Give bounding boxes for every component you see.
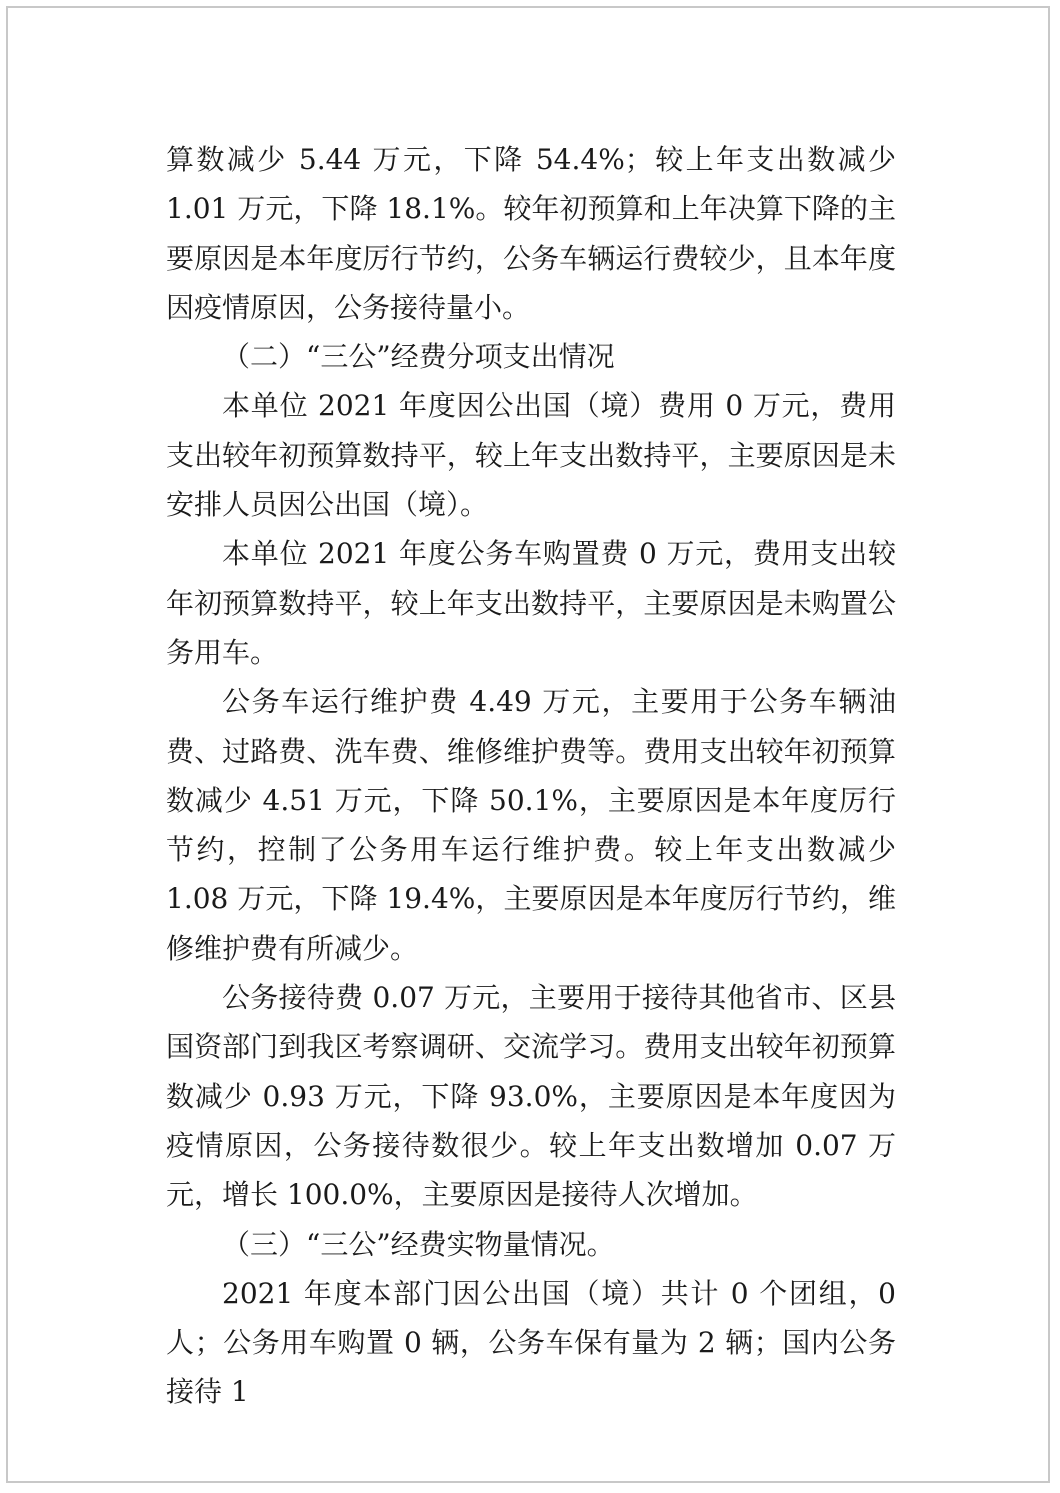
paragraph-physical-quantity: 2021 年度本部门因公出国（境）共计 0 个团组，0 人；公务用车购置 0 辆，公务车保有量为 2 辆；国内公务接待 1 <box>166 1276 896 1409</box>
section-heading-2: （二）“三公”经费分项支出情况 <box>222 340 615 374</box>
paragraph-vehicle-purchase: 本单位 2021 年度公务车购置费 0 万元，费用支出较年初预算数持平，较上年支出数持平，主要原因是未购置公务用车。 <box>166 537 896 669</box>
document-body <box>166 135 896 1417</box>
paragraph-reception: 公务接待费 0.07 万元，主要用于接待其他省市、区县国资部门到我区考察调研、交流学习。费用支出较年初预算数减少 0.93 万元，下降 93.0%，主要原因是本年度因为疫情原因，公务接待数很少。较上年支出数增加 0.07 万元，增长 100.0%，主要原因是接待人次增加。 <box>166 981 896 1212</box>
section-heading-3: （三）“三公”经费实物量情况。 <box>222 1227 615 1261</box>
paragraph-vehicle-maintenance: 公务车运行维护费 4.49 万元，主要用于公务车辆油费、过路费、洗车费、维修维护费等。费用支出较年初预算数减少 4.51 万元，下降 50.1%，主要原因是本年度厉行节约，控制了公务用车运行维护费。较上年支出数减少 1.08 万元，下降 19.4%，主要原因是本年度厉行节约，维修维护费有所减少。 <box>166 685 896 965</box>
paragraph-continuation: 算数减少 5.44 万元，下降 54.4%；较上年支出数减少 1.01 万元，下降 18.1%。较年初预算和上年决算下降的主要原因是本年度厉行节约，公务车辆运行费较少，且本年度因疫情原因，公务接待量小。 <box>166 143 896 324</box>
paragraph-overseas-travel: 本单位 2021 年度因公出国（境）费用 0 万元，费用支出较年初预算数持平，较上年支出数持平，主要原因是未安排人员因公出国（境）。 <box>166 389 896 522</box>
